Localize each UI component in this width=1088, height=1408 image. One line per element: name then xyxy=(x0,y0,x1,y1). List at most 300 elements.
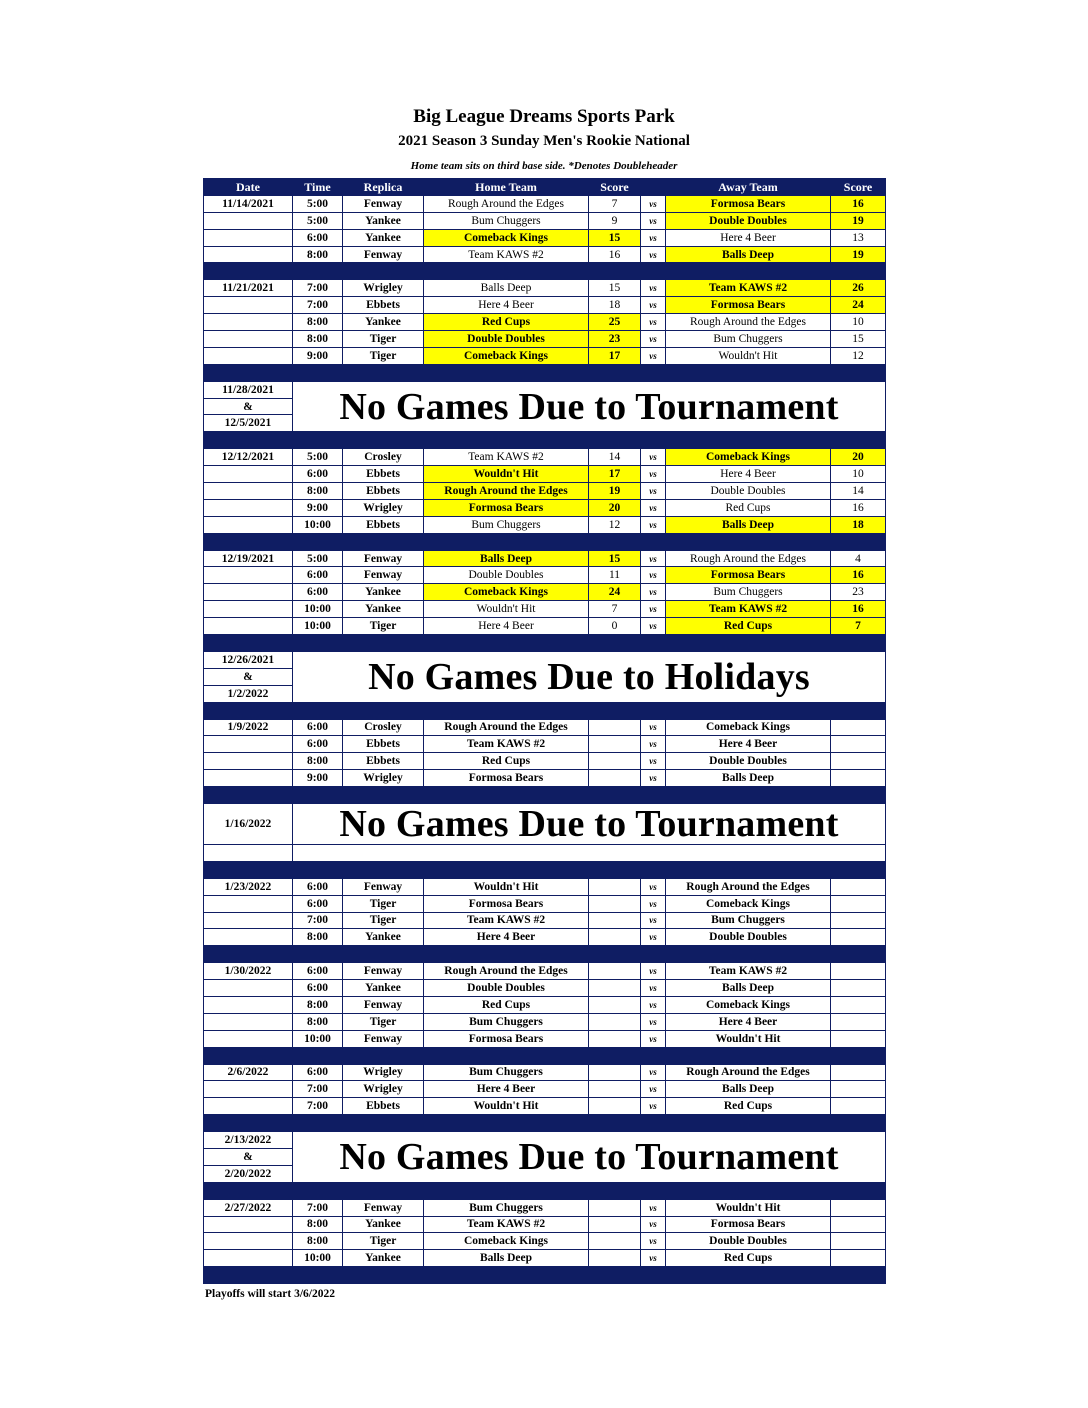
spacer-cell xyxy=(424,702,589,719)
away-team: Double Doubles xyxy=(666,929,831,946)
away-score: 10 xyxy=(831,314,886,331)
away-team: Comeback Kings xyxy=(666,719,831,736)
home-score xyxy=(589,980,641,997)
home-score xyxy=(589,1098,641,1115)
game-row xyxy=(204,297,886,314)
game-row xyxy=(204,229,886,246)
game-row xyxy=(204,1216,886,1233)
spacer-cell xyxy=(589,1047,641,1064)
spacer-cell xyxy=(589,432,641,449)
vs-label: vs xyxy=(641,912,666,929)
vs-label: vs xyxy=(641,618,666,635)
game-time: 9:00 xyxy=(293,347,343,364)
game-date-empty xyxy=(204,229,293,246)
game-time: 9:00 xyxy=(293,499,343,516)
spacer-cell xyxy=(666,787,831,804)
home-team: Double Doubles xyxy=(424,980,589,997)
game-replica: Ebbets xyxy=(343,736,424,753)
spacer-cell xyxy=(641,1047,666,1064)
no-games-date: 11/28/2021 xyxy=(204,381,293,398)
schedule-body xyxy=(204,195,886,1283)
game-row xyxy=(204,567,886,584)
game-date-empty xyxy=(204,1216,293,1233)
away-team: Team KAWS #2 xyxy=(666,963,831,980)
away-team: Formosa Bears xyxy=(666,297,831,314)
spacer-row xyxy=(204,1047,886,1064)
col-header-replica: Replica xyxy=(343,179,424,196)
away-score: 12 xyxy=(831,347,886,364)
spacer-row xyxy=(204,946,886,963)
vs-label: vs xyxy=(641,1250,666,1267)
away-score xyxy=(831,996,886,1013)
game-row xyxy=(204,466,886,483)
game-replica: Wrigley xyxy=(343,280,424,297)
away-score xyxy=(831,1081,886,1098)
spacer-cell xyxy=(589,1267,641,1284)
spacer-row xyxy=(204,432,886,449)
game-date-empty xyxy=(204,996,293,1013)
home-team: Rough Around the Edges xyxy=(424,195,589,212)
home-score xyxy=(589,719,641,736)
game-time: 7:00 xyxy=(293,912,343,929)
spacer-cell xyxy=(343,787,424,804)
away-team: Double Doubles xyxy=(666,1233,831,1250)
home-score xyxy=(589,996,641,1013)
away-team: Comeback Kings xyxy=(666,449,831,466)
vs-label: vs xyxy=(641,1081,666,1098)
schedule-table xyxy=(203,178,886,1284)
spacer-cell xyxy=(666,1115,831,1132)
away-team: Rough Around the Edges xyxy=(666,1064,831,1081)
game-replica: Fenway xyxy=(343,963,424,980)
game-replica: Ebbets xyxy=(343,483,424,500)
home-score: 0 xyxy=(589,618,641,635)
game-replica: Tiger xyxy=(343,895,424,912)
spacer-cell xyxy=(641,263,666,280)
home-team: Red Cups xyxy=(424,314,589,331)
spacer-cell xyxy=(343,946,424,963)
home-score: 19 xyxy=(589,483,641,500)
home-score: 15 xyxy=(589,229,641,246)
game-date-empty xyxy=(204,1098,293,1115)
game-row xyxy=(204,601,886,618)
game-date-empty xyxy=(204,912,293,929)
no-games-banner: No Games Due to Tournament xyxy=(293,381,886,432)
game-row xyxy=(204,331,886,348)
home-team: Balls Deep xyxy=(424,1250,589,1267)
home-team: Rough Around the Edges xyxy=(424,483,589,500)
spacer-cell xyxy=(831,1115,886,1132)
vs-label: vs xyxy=(641,980,666,997)
spacer-cell xyxy=(424,1047,589,1064)
game-row xyxy=(204,280,886,297)
spacer-cell xyxy=(424,263,589,280)
vs-label: vs xyxy=(641,1064,666,1081)
vs-label: vs xyxy=(641,1199,666,1216)
home-score: 12 xyxy=(589,516,641,533)
col-header-home-score: Score xyxy=(589,179,641,196)
spacer-cell xyxy=(424,364,589,381)
game-time: 10:00 xyxy=(293,1250,343,1267)
away-score: 18 xyxy=(831,516,886,533)
vs-label: vs xyxy=(641,996,666,1013)
game-time: 8:00 xyxy=(293,1013,343,1030)
spacer-cell xyxy=(424,946,589,963)
spacer-cell xyxy=(204,533,293,550)
vs-label: vs xyxy=(641,1013,666,1030)
col-header-vs xyxy=(641,179,666,196)
vs-label: vs xyxy=(641,1098,666,1115)
game-time: 6:00 xyxy=(293,1064,343,1081)
game-row xyxy=(204,499,886,516)
home-team: Comeback Kings xyxy=(424,229,589,246)
game-date-empty xyxy=(204,1233,293,1250)
game-time: 6:00 xyxy=(293,229,343,246)
game-time: 6:00 xyxy=(293,719,343,736)
vs-label: vs xyxy=(641,1216,666,1233)
away-team: Red Cups xyxy=(666,1250,831,1267)
home-score: 7 xyxy=(589,195,641,212)
game-date-empty xyxy=(204,567,293,584)
away-score xyxy=(831,1216,886,1233)
away-team: Bum Chuggers xyxy=(666,912,831,929)
vs-label: vs xyxy=(641,499,666,516)
game-date-empty xyxy=(204,1250,293,1267)
vs-label: vs xyxy=(641,280,666,297)
away-team: Wouldn't Hit xyxy=(666,1199,831,1216)
col-header-time: Time xyxy=(293,179,343,196)
vs-label: vs xyxy=(641,719,666,736)
vs-label: vs xyxy=(641,963,666,980)
spacer-row xyxy=(204,635,886,652)
game-replica: Ebbets xyxy=(343,466,424,483)
no-games-date-empty xyxy=(204,844,293,861)
game-replica: Yankee xyxy=(343,212,424,229)
spacer-cell xyxy=(204,946,293,963)
schedule-note: Home team sits on third base side. *Denotes Doubleheader xyxy=(410,160,678,172)
game-date-empty xyxy=(204,466,293,483)
no-games-banner: No Games Due to Holidays xyxy=(293,651,886,702)
away-team: Team KAWS #2 xyxy=(666,280,831,297)
no-games-date: 2/13/2022 xyxy=(204,1132,293,1149)
away-team: Wouldn't Hit xyxy=(666,347,831,364)
no-games-banner: No Games Due to Tournament xyxy=(293,803,886,844)
no-games-date: 1/2/2022 xyxy=(204,685,293,702)
home-score xyxy=(589,1216,641,1233)
away-team: Bum Chuggers xyxy=(666,584,831,601)
date-ampersand: & xyxy=(204,398,293,415)
spacer-cell xyxy=(293,364,343,381)
game-row xyxy=(204,1081,886,1098)
vs-label: vs xyxy=(641,195,666,212)
game-replica: Ebbets xyxy=(343,753,424,770)
home-team: Bum Chuggers xyxy=(424,212,589,229)
home-team: Wouldn't Hit xyxy=(424,466,589,483)
spacer-cell xyxy=(666,533,831,550)
home-score xyxy=(589,1250,641,1267)
game-time: 7:00 xyxy=(293,280,343,297)
spacer-cell xyxy=(589,1115,641,1132)
vs-label: vs xyxy=(641,449,666,466)
spacer-cell xyxy=(343,635,424,652)
spacer-cell xyxy=(666,946,831,963)
spacer-cell xyxy=(641,432,666,449)
away-team: Team KAWS #2 xyxy=(666,601,831,618)
spacer-cell xyxy=(666,702,831,719)
no-games-banner-pad xyxy=(293,844,886,861)
game-replica: Yankee xyxy=(343,1216,424,1233)
game-replica: Wrigley xyxy=(343,770,424,787)
game-time: 6:00 xyxy=(293,895,343,912)
game-date-empty xyxy=(204,929,293,946)
away-score xyxy=(831,878,886,895)
spacer-cell xyxy=(424,787,589,804)
game-row xyxy=(204,483,886,500)
away-score xyxy=(831,736,886,753)
spacer-cell xyxy=(641,861,666,878)
spacer-cell xyxy=(831,263,886,280)
game-replica: Fenway xyxy=(343,1199,424,1216)
game-row xyxy=(204,1013,886,1030)
game-time: 10:00 xyxy=(293,618,343,635)
game-date-empty xyxy=(204,753,293,770)
spacer-cell xyxy=(204,263,293,280)
col-header-away-team: Away Team xyxy=(666,179,831,196)
spacer-cell xyxy=(666,432,831,449)
spacer-cell xyxy=(204,635,293,652)
away-score: 19 xyxy=(831,212,886,229)
away-team: Wouldn't Hit xyxy=(666,1030,831,1047)
home-team: Formosa Bears xyxy=(424,1030,589,1047)
home-score xyxy=(589,895,641,912)
away-team: Balls Deep xyxy=(666,980,831,997)
away-score xyxy=(831,929,886,946)
away-score xyxy=(831,912,886,929)
away-team: Rough Around the Edges xyxy=(666,550,831,567)
spacer-cell xyxy=(641,364,666,381)
no-games-date: 12/26/2021 xyxy=(204,651,293,668)
game-row xyxy=(204,878,886,895)
home-team: Bum Chuggers xyxy=(424,1199,589,1216)
spacer-cell xyxy=(343,432,424,449)
home-team: Here 4 Beer xyxy=(424,618,589,635)
game-replica: Tiger xyxy=(343,1233,424,1250)
spacer-cell xyxy=(204,364,293,381)
home-score xyxy=(589,1013,641,1030)
vs-label: vs xyxy=(641,516,666,533)
spacer-cell xyxy=(831,946,886,963)
spacer-row xyxy=(204,861,886,878)
game-date-empty xyxy=(204,314,293,331)
away-team: Comeback Kings xyxy=(666,996,831,1013)
game-replica: Tiger xyxy=(343,618,424,635)
game-time: 10:00 xyxy=(293,516,343,533)
page-title: Big League Dreams Sports Park xyxy=(413,106,675,127)
game-row xyxy=(204,895,886,912)
game-row xyxy=(204,912,886,929)
home-team: Here 4 Beer xyxy=(424,929,589,946)
spacer-cell xyxy=(343,1182,424,1199)
game-date-empty xyxy=(204,618,293,635)
home-team: Comeback Kings xyxy=(424,1233,589,1250)
game-date-empty xyxy=(204,980,293,997)
away-score: 13 xyxy=(831,229,886,246)
home-team: Balls Deep xyxy=(424,280,589,297)
spacer-cell xyxy=(343,1115,424,1132)
vs-label: vs xyxy=(641,753,666,770)
spacer-cell xyxy=(589,364,641,381)
spacer-cell xyxy=(589,861,641,878)
game-date: 11/14/2021 xyxy=(204,195,293,212)
away-score xyxy=(831,1064,886,1081)
home-team: Double Doubles xyxy=(424,331,589,348)
away-score xyxy=(831,1233,886,1250)
game-row xyxy=(204,195,886,212)
away-score: 15 xyxy=(831,331,886,348)
vs-label: vs xyxy=(641,736,666,753)
spacer-cell xyxy=(589,787,641,804)
spacer-cell xyxy=(831,861,886,878)
spacer-row xyxy=(204,1182,886,1199)
home-score xyxy=(589,1064,641,1081)
game-replica: Fenway xyxy=(343,996,424,1013)
away-score: 26 xyxy=(831,280,886,297)
game-time: 8:00 xyxy=(293,314,343,331)
spacer-cell xyxy=(343,702,424,719)
spacer-cell xyxy=(293,432,343,449)
spacer-row xyxy=(204,364,886,381)
game-row xyxy=(204,550,886,567)
spacer-cell xyxy=(831,364,886,381)
game-row xyxy=(204,719,886,736)
spacer-cell xyxy=(424,432,589,449)
vs-label: vs xyxy=(641,929,666,946)
game-replica: Wrigley xyxy=(343,499,424,516)
footer-note: Playoffs will start 3/6/2022 xyxy=(205,1288,335,1300)
game-row xyxy=(204,753,886,770)
home-team: Comeback Kings xyxy=(424,584,589,601)
game-row xyxy=(204,980,886,997)
spacer-cell xyxy=(293,533,343,550)
game-date-empty xyxy=(204,1013,293,1030)
game-date-empty xyxy=(204,331,293,348)
game-row xyxy=(204,1030,886,1047)
away-score xyxy=(831,1013,886,1030)
game-time: 6:00 xyxy=(293,567,343,584)
away-team: Here 4 Beer xyxy=(666,1013,831,1030)
spacer-cell xyxy=(204,1115,293,1132)
game-time: 10:00 xyxy=(293,601,343,618)
spacer-cell xyxy=(831,533,886,550)
game-replica: Yankee xyxy=(343,929,424,946)
spacer-cell xyxy=(589,263,641,280)
game-replica: Fenway xyxy=(343,567,424,584)
spacer-cell xyxy=(666,364,831,381)
away-score xyxy=(831,1250,886,1267)
spacer-cell xyxy=(589,702,641,719)
spacer-cell xyxy=(641,702,666,719)
away-score xyxy=(831,1199,886,1216)
game-row xyxy=(204,314,886,331)
spacer-cell xyxy=(293,1182,343,1199)
game-time: 5:00 xyxy=(293,550,343,567)
game-row xyxy=(204,246,886,263)
no-games-date: 1/16/2022 xyxy=(204,803,293,844)
home-team: Wouldn't Hit xyxy=(424,601,589,618)
home-team: Comeback Kings xyxy=(424,347,589,364)
away-team: Double Doubles xyxy=(666,483,831,500)
spacer-cell xyxy=(666,263,831,280)
game-replica: Fenway xyxy=(343,550,424,567)
game-time: 5:00 xyxy=(293,212,343,229)
game-row xyxy=(204,212,886,229)
vs-label: vs xyxy=(641,770,666,787)
game-replica: Crosley xyxy=(343,449,424,466)
game-time: 5:00 xyxy=(293,449,343,466)
home-team: Team KAWS #2 xyxy=(424,449,589,466)
away-team: Here 4 Beer xyxy=(666,229,831,246)
game-time: 7:00 xyxy=(293,1081,343,1098)
game-replica: Tiger xyxy=(343,1013,424,1030)
game-time: 8:00 xyxy=(293,331,343,348)
vs-label: vs xyxy=(641,895,666,912)
game-replica: Ebbets xyxy=(343,1098,424,1115)
game-replica: Tiger xyxy=(343,912,424,929)
away-score xyxy=(831,770,886,787)
home-score: 11 xyxy=(589,567,641,584)
home-team: Bum Chuggers xyxy=(424,1013,589,1030)
home-team: Wouldn't Hit xyxy=(424,1098,589,1115)
spacer-cell xyxy=(204,1182,293,1199)
game-time: 6:00 xyxy=(293,466,343,483)
home-team: Team KAWS #2 xyxy=(424,736,589,753)
game-date-empty xyxy=(204,601,293,618)
home-score: 24 xyxy=(589,584,641,601)
home-score: 25 xyxy=(589,314,641,331)
vs-label: vs xyxy=(641,331,666,348)
game-date-empty xyxy=(204,1081,293,1098)
home-team: Formosa Bears xyxy=(424,770,589,787)
away-team: Balls Deep xyxy=(666,246,831,263)
away-team: Red Cups xyxy=(666,499,831,516)
spacer-cell xyxy=(343,533,424,550)
away-team: Balls Deep xyxy=(666,1081,831,1098)
spacer-cell xyxy=(343,1047,424,1064)
game-date-empty xyxy=(204,1030,293,1047)
away-score xyxy=(831,753,886,770)
game-row xyxy=(204,770,886,787)
away-team: Red Cups xyxy=(666,1098,831,1115)
home-score: 17 xyxy=(589,347,641,364)
away-team: Balls Deep xyxy=(666,516,831,533)
spacer-row xyxy=(204,787,886,804)
page-subtitle: 2021 Season 3 Sunday Men's Rookie National xyxy=(398,133,690,149)
game-row xyxy=(204,1064,886,1081)
no-games-row xyxy=(204,1132,886,1149)
no-games-row xyxy=(204,651,886,668)
vs-label: vs xyxy=(641,212,666,229)
home-team: Here 4 Beer xyxy=(424,297,589,314)
game-replica: Fenway xyxy=(343,195,424,212)
game-replica: Yankee xyxy=(343,584,424,601)
spacer-cell xyxy=(204,432,293,449)
away-score xyxy=(831,963,886,980)
home-score xyxy=(589,1199,641,1216)
game-replica: Fenway xyxy=(343,246,424,263)
game-time: 8:00 xyxy=(293,753,343,770)
game-date: 2/27/2022 xyxy=(204,1199,293,1216)
home-team: Double Doubles xyxy=(424,567,589,584)
